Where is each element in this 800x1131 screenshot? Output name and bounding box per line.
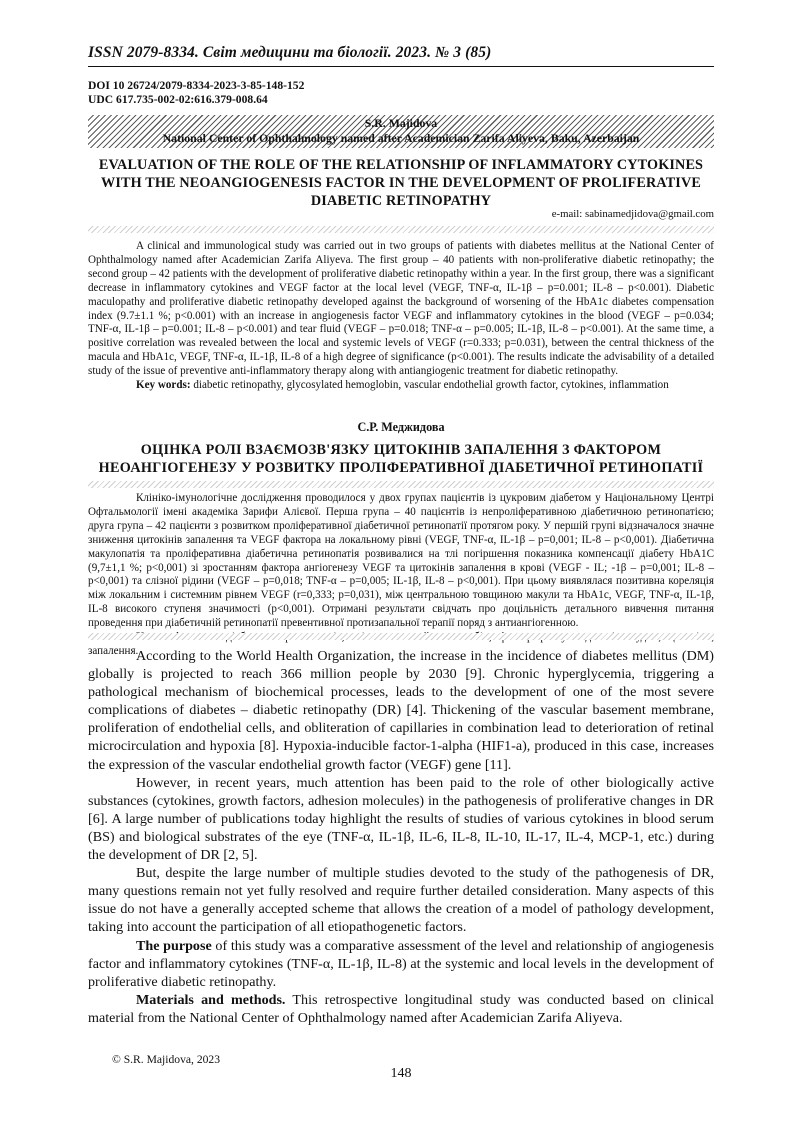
abstract-en: [88, 240, 714, 393]
author-name: S.R. Majidova: [364, 116, 438, 130]
author-email: e-mail: sabinamedjidova@gmail.com: [551, 208, 714, 220]
methods-text: This retrospective longitudinal study was conducted based on clinical material from the National Center of Ophthalmology named after Academician Zarifa Aliyeva.: [88, 991, 714, 1026]
body-paragraph: According to the World Health Organization, the increase in the incidence of diabetes mellitus (DM) globally is projected to reach 366 million people by 2030 [9]. Chronic hyperglycemia, triggering a pathological mechanism of biochemical processes, leads to the development of one of the most severe complications of diabetes – diabetic retinopathy (DR) [4]. Thickening of the vascular basement membrane, proliferation of endothelial cells, and obliteration of capillaries in combination lead to deterioration of retinal microcirculation and hypoxia [8]. Hypoxia-inducible factor-1-alpha (HIF1-a), produced in this case, increases the expression of the vascular endothelial growth factor (VEGF) gene [11].: [88, 648, 714, 773]
methods-label: Materials and methods.: [136, 991, 286, 1008]
body-paragraph: However, in recent years, much attention has been paid to the role of other biologically active substances (cytokines, growth factors, adhesion molecules) in the pathogenesis of proliferative changes in DR [6]. A large number of publications today highlight the results of studies of various cytokines in blood serum (BS) and biological substrates of the eye (TNF-α, IL-1β, IL-6, IL-8, IL-10, IL-17, IL-4, MCP-1, etc.) during the development of DR [2, 5].: [88, 774, 714, 864]
doi: DOI 10 26724/2079-8334-2023-3-85-148-152: [88, 79, 305, 92]
journal-header: ISSN 2079-8334. Світ медицини та біології. 2023. № 3 (85): [88, 44, 492, 61]
author-name-uk: С.Р. Меджидова: [357, 420, 445, 434]
header-rule: [88, 66, 714, 67]
page-number: 148: [390, 1066, 412, 1081]
abstract-en-text: A clinical and immunological study was carried out in two groups of patients with diabetes mellitus at the National Center of Ophthalmology named after Academician Zarifa Aliyeva. The first group – 40 patients with non-proliferative diabetic retinopathy; the second group – 42 patients with the development of proliferative diabetic retinopathy within a year. In the first group, there was a significant decrease in inflammatory cytokines and VEGF factor at the local level (VEGF, TNF-α, IL-1β – p=0.001; IL-8 – p<0.001). Diabetic maculopathy and proliferative diabetic retinopathy developed against the background of worsening of the HbA1c diabetes compensation index (9.7±1.1 %; p<0.001) with an increase in angiogenesis factor VEGF and inflammatory cytokines in the blood (VEGF – p=0.034; TNF-α, IL-1β – p=0.001; IL-8 – p<0.001) and tear fluid (VEGF – p=0.018; TNF-α – p=0.005; IL-1β, IL-8 – p<0.001). At the same time, a positive correlation was revealed between the local and systemic levels of VEGF (r=0.333; p=0.031), between the central thickness of the macula and HbA1c, VEGF, TNF-α, IL-1β, IL-8 of a high degree of significance (p<0.001). The results indicate the advisability of a detailed study of the issue of preventive anti-inflammatory therapy along with antiangiogenic treatment for diabetic retinopathy.: [88, 240, 714, 378]
section-divider: [88, 481, 714, 488]
keywords-en: [88, 379, 714, 393]
udc: UDC 617.735-002-02:616.379-008.64: [88, 93, 268, 106]
keywords-en-text: diabetic retinopathy, glycosylated hemoglobin, vascular endothelial growth factor, cytokines, inflammation: [193, 379, 669, 392]
body-paragraph-purpose: [88, 937, 714, 991]
body-paragraph-methods: [88, 991, 714, 1027]
keywords-uk-text: запалення.: [88, 644, 139, 657]
body-paragraph: But, despite the large number of multiple studies devoted to the study of the pathogenesis of DR, many questions remain not yet fully resolved and require further detailed consideration. Many aspects of this issue do not have a generally accepted scheme that allows the creation of a model of pathology development, taking into account the participation of all etiopathogenetic factors.: [88, 865, 714, 936]
purpose-label: The purpose: [136, 937, 212, 954]
section-divider: [88, 226, 714, 233]
article-title-uk: ОЦІНКА РОЛІ ВЗАЄМОЗВ'ЯЗКУ ЦИТОКІНІВ ЗАПАЛЕННЯ З ФАКТОРОМ НЕОАНГІОГЕНЕЗУ У РОЗВИТКУ ПРОЛІФЕРАТИВНОЇ ДІАБЕТИЧНОЇ РЕТИНОПАТІЇ: [98, 442, 704, 476]
keywords-en-label: Key words:: [136, 379, 191, 392]
article-title-en: EVALUATION OF THE ROLE OF THE RELATIONSHIP OF INFLAMMATORY CYTOKINES WITH THE NEOANGIOGENESIS FACTOR IN THE DEVELOPMENT OF PROLIFERATIVE DIABETIC RETINOPATHY: [98, 157, 704, 209]
purpose-text: of this study was a comparative assessment of the level and relationship of angiogenesis factor and inflammatory cytokines (TNF-α, IL-1β, IL-8) at the systemic and local levels in the development of proliferative diabetic retinopathy.: [88, 937, 714, 990]
abstract-uk-text: Клініко-імунологічне дослідження проводилося у двох групах пацієнтів із цукровим діабетом у Національному Центрі Офтальмології імені академіка Зарифи Алієвої. Перша група – 40 пацієнтів із непроліферативною діабетичною ретинопатією; друга група – 42 пацієнти з розвитком проліферативної діабетичної ретинопатії протягом року. У першій групі відзначалося значне зниження цитокінів запалення та VEGF фактора на локальному рівні (VEGF, TNF-α, IL-1β – p=0,001; IL-8 – p<0,001). Діабетична макулопатія та проліферативна діабетична ретинопатія розвивалися на тлі погіршення показника компенсації діабету HbA1C (9,7±1,1 %; p<0,001) зі зростанням фактора ангіогенезу VEGF та цитокінів запалення в крові (VEGF - IL; -1β – p=0,001; IL-8 – p<0,001) та слізної рідини (VEGF – p=0,018; TNF-α – p=0,005; IL-1β, IL-8 – p<0,001). При цьому виявлялася позитивна кореляція між локальним і системним рівнем VEGF (r=0,333; p=0,031), між центральною товщиною макули та HbA1c, VEGF, TNF-α, IL-1β, IL-8 високого ступеня значимості (p<0,001). Отримані результати свідчать про доцільність детального вивчення питання проведення при діабетичній ретинопатії превентивної протизапальної терапії поряд з антиангіогенною.: [88, 492, 714, 630]
affiliation: National Center of Ophthalmology named after Academician Zarifa Aliyeva, Baku, Azerbaijan: [162, 131, 640, 145]
section-divider: [88, 633, 714, 640]
copyright-notice: © S.R. Majidova, 2023: [112, 1053, 221, 1066]
article-body: [88, 647, 714, 1027]
